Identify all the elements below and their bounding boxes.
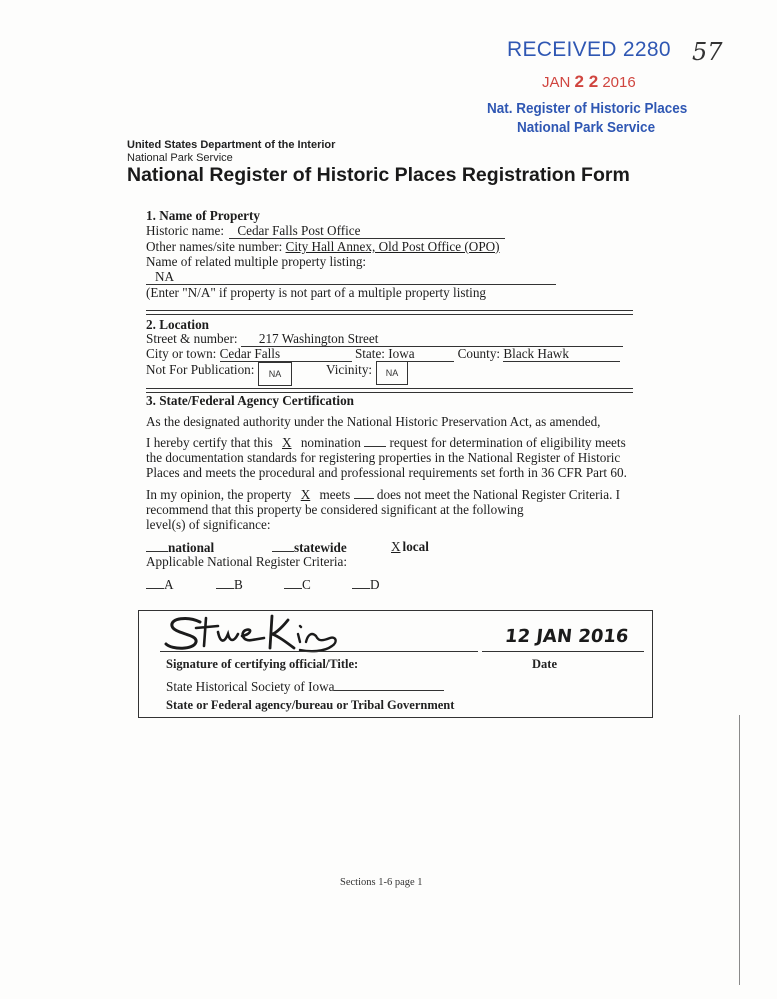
received-date-year: 2016 (602, 74, 636, 91)
city-field (220, 347, 352, 362)
organization-blank (334, 678, 444, 691)
handwritten-signature (160, 612, 350, 656)
received-date (542, 72, 636, 92)
county-value: Black Hawk (503, 346, 569, 361)
related-listing-value: NA (155, 269, 175, 284)
opinion-text-c: does not meet the National Register Criteria. I (376, 487, 621, 502)
stamp-service-line: National Park Service (517, 119, 656, 136)
city-label: City or town: (146, 346, 217, 361)
criterion-b (216, 576, 243, 593)
signature-line (160, 651, 478, 652)
nfp-label: Not For Publication: (146, 362, 255, 377)
received-stamp: RECEIVED 2280 (507, 38, 671, 61)
section-divider (146, 388, 633, 389)
vicinity-value: NA (385, 368, 399, 378)
request-blank (364, 434, 386, 447)
section-2-heading: 2. Location (146, 317, 210, 332)
certification-intro: As the designated authority under the National Historic Preservation Act, as amended, (146, 414, 601, 429)
other-names-label: Other names/site number: (146, 239, 283, 254)
county-field (503, 347, 620, 362)
criterion-c-blank (284, 576, 302, 589)
received-date-day: 2 2 (574, 72, 599, 91)
level-statewide-label: statewide (294, 540, 347, 555)
nfp-value: NA (268, 369, 282, 379)
opinion-text-b: meets (319, 487, 351, 502)
section-1-heading: 1. Name of Property (146, 208, 261, 223)
criterion-a-label: A (164, 577, 174, 592)
other-names-row (146, 239, 500, 255)
criterion-c-label: C (302, 577, 311, 592)
certification-text-a: I hereby certify that this (146, 435, 273, 450)
opinion-text-a: In my opinion, the property (146, 487, 292, 502)
section-divider (146, 314, 633, 315)
department-name: United States Department of the Interior (127, 139, 336, 151)
level-national-label: national (168, 540, 215, 555)
vicinity-box (376, 361, 408, 385)
does-not-meet-blank (354, 486, 374, 499)
organization-value: State Historical Society of Iowa (166, 679, 335, 694)
statewide-blank (272, 539, 294, 552)
city-value: Cedar Falls (219, 346, 281, 361)
nfp-box (258, 362, 292, 386)
related-listing-label: Name of related multiple property listing: (146, 254, 367, 269)
street-value: 217 Washington Street (258, 331, 379, 346)
organization-row (166, 678, 444, 695)
agency-name: National Park Service (127, 152, 233, 164)
page-footer: Sections 1-6 page 1 (340, 877, 423, 888)
city-state-county-row (146, 346, 620, 362)
signed-date: 12 JAN 2016 (503, 626, 630, 647)
certification-line-1 (146, 434, 626, 451)
street-row (146, 331, 623, 347)
meets-mark: X (300, 487, 311, 502)
date-line (482, 651, 644, 652)
government-label: State or Federal agency/bureau or Tribal Government (166, 698, 455, 712)
criteria-label: Applicable National Register Criteria: (146, 554, 348, 569)
certification-line-2: the documentation standards for registering properties in the National Register of Historic (146, 450, 621, 465)
street-field (241, 332, 623, 347)
stamp-register-line: Nat. Register of Historic Places (487, 100, 688, 117)
street-label: Street & number: (146, 331, 238, 346)
criterion-b-label: B (234, 577, 243, 592)
opinion-line-3: level(s) of significance: (146, 517, 271, 532)
other-names-value: City Hall Annex, Old Post Office (OPO) (285, 239, 500, 254)
historic-name-field (229, 224, 505, 239)
criterion-a-blank (146, 576, 164, 589)
opinion-line-2: recommend that this property be considered significant at the following (146, 502, 524, 517)
local-mark: X (391, 539, 401, 554)
certification-text-c: request for determination of eligibility meets (389, 435, 626, 450)
section-3-heading: 3. State/Federal Agency Certification (146, 393, 355, 408)
historic-name-row (146, 223, 505, 239)
signature-label: Signature of certifying official/Title: (166, 657, 359, 671)
date-label: Date (532, 657, 557, 671)
county-label: County: (457, 346, 501, 361)
received-date-month: JAN (542, 74, 571, 91)
level-local-label: local (402, 539, 429, 554)
criterion-d-blank (352, 576, 370, 589)
handwritten-page-number: 57 (692, 38, 723, 66)
related-listing-note: (Enter "N/A" if property is not part of a multiple property listing (146, 285, 487, 300)
criterion-d (352, 576, 380, 593)
national-blank (146, 539, 168, 552)
state-label: State: (354, 346, 385, 361)
criterion-c (284, 576, 311, 593)
criterion-d-label: D (370, 577, 380, 592)
historic-name-label: Historic name: (146, 223, 225, 238)
historic-name-value: Cedar Falls Post Office (237, 223, 361, 238)
criterion-a (146, 576, 174, 593)
criterion-b-blank (216, 576, 234, 589)
opinion-line-1 (146, 486, 620, 503)
vicinity-label: Vicinity: (326, 362, 373, 377)
level-local (384, 539, 429, 555)
scan-edge-line (739, 715, 740, 985)
state-value: Iowa (388, 346, 415, 361)
nomination-mark: X (282, 435, 292, 450)
related-listing-field (146, 269, 556, 285)
certification-text-b: nomination (300, 435, 361, 450)
section-divider (146, 310, 633, 311)
form-title: National Register of Historic Places Registration Form (127, 164, 630, 186)
state-field (388, 347, 454, 362)
certification-line-3: Places and meets the procedural and professional requirements set forth in 36 CFR Part 60. (146, 465, 627, 480)
